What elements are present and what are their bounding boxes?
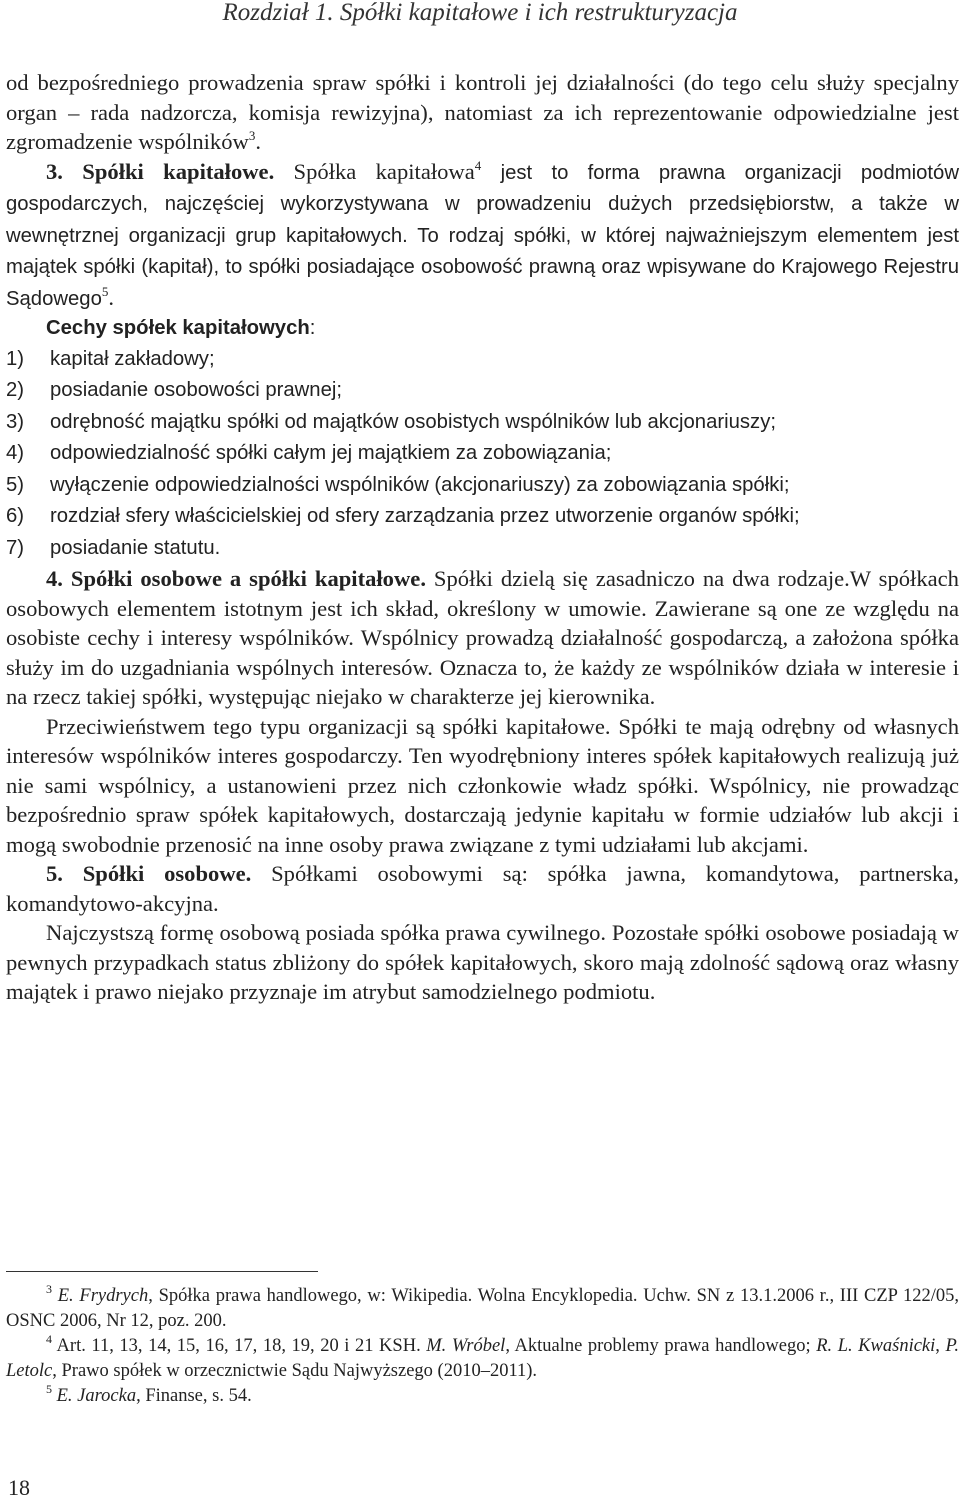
list-item: 2) posiadanie osobowości prawnej; xyxy=(6,379,343,401)
running-title: Rozdział 1. Spółki kapitałowe i ich restrukturyzacja xyxy=(222,0,738,26)
footnotes xyxy=(6,1284,959,1409)
list-item: 1) kapitał zakładowy; xyxy=(6,347,215,370)
footnote-ref[interactable]: 4 xyxy=(474,157,482,173)
section-heading: 5. Spółki osobowe. xyxy=(46,861,252,886)
footnote-separator xyxy=(6,1271,318,1272)
footnote-ref[interactable]: 5 xyxy=(101,283,109,299)
footnote-3: $^3$ E. Frydrych, Spółka prawa handlowego, w: Wikipedia. Wolna Encyklopedia. Uchw. SN z 13.1.2006 r., III CZP 122/05, OSNC 2006, Nr 12, poz. 200. xyxy=(6,1282,959,1331)
paragraph-partnerships: 5. Spółki osobowe. Spółkami osobowymi są: spółka jawna, komandytowa, partnerska, komandytowo-akcyjna. xyxy=(6,861,959,916)
paragraph-continuation: od bezpośredniego prowadzenia spraw spółki i kontroli jej działalności (do tego celu służy specjalny organ – rada nadzorcza, komisja rewizyjna), natomiast za ich reprezentowanie odpowiedzialne jest zgromadzenie wspólników$^3$. xyxy=(6,70,959,154)
paragraph-text: od bezpośredniego prowadzenia spraw spółki i kontroli jej działalności (do tego celu służy specjalny organ – rada nadzorcza, komisja rewizyjna), natomiast za ich reprezentowanie odpowiedzialne jest zgromadzenie wspólników xyxy=(6,70,959,154)
section-heading: 3. Spółki kapitałowe. xyxy=(46,158,275,184)
list-item: 3) odrębność majątku spółki od majątków osobistych wspólników lub akcjonariuszy; xyxy=(6,410,776,433)
footnote-5: $^5$ E. Jarocka, Finanse, s. 54. xyxy=(46,1382,252,1406)
paragraph-opposite: Przeciwieństwem tego typu organizacji są spółki kapitałowe. Spółki te mają odrębny od własnych interesów wspólników interes gospodarczy. Ten wyodrębniony interes spółek kapitałowych realizują już nie sami wspólnicy, a ustanowieni przez nich członkowie władz spółki. Wspólnicy, nie prowadząc bezpośrednio spraw spółek kapitałowych, dostarczają jedynie kapitału w formie udziałów lub akcji i mogą swobodnie przenosić na inne osoby prawa związane z tymi udziałami lub akcjami. xyxy=(6,713,959,857)
footnote-4: $^4$ Art. 11, 13, 14, 15, 16, 17, 18, 19, 20 i 21 KSH. M. Wróbel, Aktualne problemy prawa handlowego; R. L. Kwaśnicki, P. Letolc, Prawo spółek w orzecznictwie Sądu Najwyższego (2010–2011). xyxy=(6,1332,960,1381)
paragraph-civil-partnership: Najczystszą formę osobową posiada spółka prawa cywilnego. Pozostałe spółki osobowe posiadają w pewnych przypadkach status zbliżony do spółek kapitałowych, skoro mają zdolność sądową oraz własny majątek i prawo niejako przyznaje im atrybut samodzielnego podmiotu. xyxy=(6,920,959,1004)
list-item: 7) posiadanie statutu. xyxy=(6,536,221,559)
list-item: 5) wyłączenie odpowiedzialności wspólników (akcjonariuszy) za zobowiązania spółki; xyxy=(6,473,790,496)
page-number: 18 xyxy=(8,1475,30,1500)
paragraph-capital-companies: 3. Spółki kapitałowe. Spółka kapitałowa$^4$ jest to forma prawna organizacji podmiotów gospodarczych, najczęściej wykorzystywana w prowadzeniu dużych przedsiębiorstw, a także w wewnętrznej organizacji grup kapitałowych. To rodzaj spółki, w której najważniejszym elementem jest majątek spółki (kapitał), to spółki posiadające osobowość prawną oraz wpisywane do Krajowego Rejestru Sądowego$^5$. xyxy=(6,157,959,310)
list-item: 4) odpowiedzialność spółki całym jej majątkiem za zobowiązania; xyxy=(6,442,612,464)
list-item: 6) rozdział sfery właścicielskiej od sfery zarządzania przez utworzenie organów spółki; xyxy=(6,505,800,527)
main-text xyxy=(6,68,959,1007)
features-list xyxy=(6,344,959,565)
footnote-ref[interactable]: 3 xyxy=(248,128,256,143)
section-heading: 4. Spółki osobowe a spółki kapitałowe. xyxy=(46,566,426,591)
running-header xyxy=(0,0,960,26)
paragraph-partnerships-vs-capital: 4. Spółki osobowe a spółki kapitałowe. Spółki dzielą się zasadniczo na dwa rodzaje.W spółkach osobowych elementem istotnym jest ich skład, określony w umowie. Zawierane są one ze względu na osobiste cechy i interesy wspólników. Wspólnicy prowadzą działalność gospodarczą, a założona spółka służy im do uzgadniania wspólnych interesów. Oznacza to, że każdy ze wspólników działa w interesie i na rzecz takiej spółki, występując niejako w charakterze jej kierownika. xyxy=(6,566,959,709)
features-heading: Cechy spółek kapitałowych: xyxy=(46,317,316,339)
